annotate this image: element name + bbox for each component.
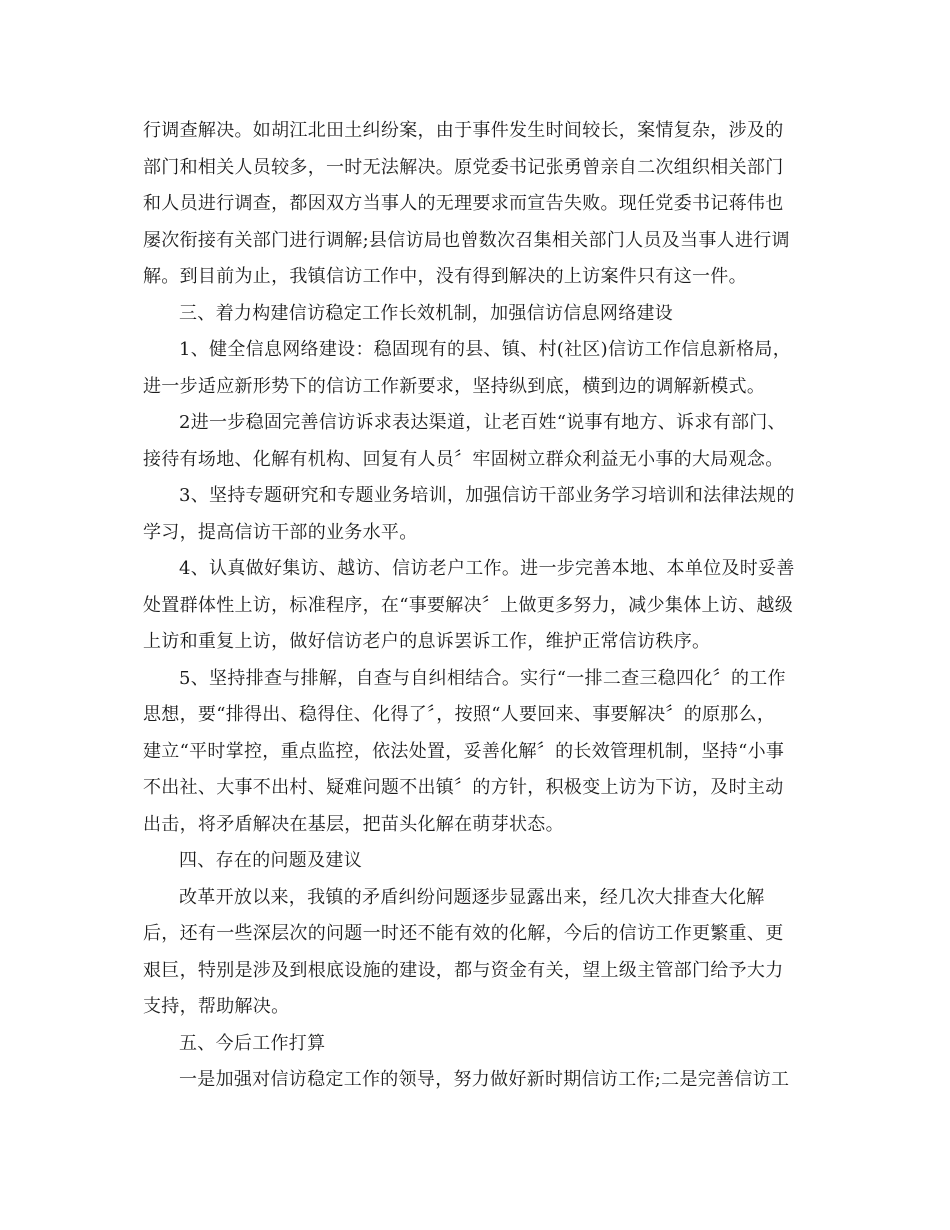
text-line: 学习，提高信访干部的业务水平。 [143, 521, 418, 543]
text-line: 支持，帮助解决。 [143, 996, 290, 1017]
section-heading-5: 五、今后工作打算 [179, 1032, 326, 1054]
text-line: 部门和相关人员较多，一时无法解决。原党委书记张勇曾亲自二次组织相关部门 [143, 156, 784, 178]
text-line: 解。到目前为止，我镇信访工作中，没有得到解决的上访案件只有这一件。 [143, 266, 747, 287]
text-line: 出击，将矛盾解决在基层，把苗头化解在萌芽状态。 [143, 813, 564, 835]
text-line: 屡次衔接有关部门进行调解;县信访局也曾数次召集相关部门人员及当事人进行调 [143, 229, 790, 251]
text-line: 不出社、大事不出村、疑难问题不出镇〞的方针，积极变上访为下访，及时主动 [143, 777, 784, 798]
text-line: 上访和重复上访，做好信访老户的息诉罢诉工作，维护正常信访秩序。 [143, 631, 711, 652]
text-line: 1、健全信息网络建设：稳固现有的县、镇、村(社区)信访工作信息新格局， [179, 339, 791, 360]
text-line: 和人员进行调查，都因双方当事人的无理要求而宣告失败。现任党委书记蒋伟也 [143, 193, 784, 214]
text-line: 思想，要“排得出、稳得住、化得了〞，按照“人要回来、事要解决〞的原那么， [143, 704, 776, 725]
text-line: 改革开放以来，我镇的矛盾纠纷问题逐步显露出来，经几次大排查大化解 [179, 886, 765, 908]
text-line: 一是加强对信访稳定工作的领导，努力做好新时期信访工作;二是完善信访工 [179, 1069, 790, 1090]
text-line: 建立“平时掌控，重点监控，依法处置，妥善化解〞的长效管理机制，坚持“小事 [143, 740, 785, 762]
section-heading-3: 三、着力构建信访稳定工作长效机制，加强信访信息网络建设 [179, 302, 674, 324]
text-line: 4、认真做好集访、越访、信访老户工作。进一步完善本地、本单位及时妥善 [179, 558, 795, 579]
text-line: 5、坚持排查与排解，自查与自纠相结合。实行“一排二查三稳四化〞的工作 [179, 667, 786, 689]
text-line: 3、坚持专题研究和专题业务培训，加强信访干部业务学习培训和法律法规的 [179, 485, 795, 506]
text-line: 艰巨，特别是涉及到根底设施的建设，都与资金有关，望上级主管部门给予大力 [143, 959, 784, 981]
document-body [143, 113, 813, 1099]
text-line: 2进一步稳固完善信访诉求表达渠道，让老百姓“说事有地方、诉求有部门、 [179, 412, 786, 433]
text-line: 后，还有一些深层次的问题一时还不能有效的化解，今后的信访工作更繁重、更 [143, 923, 784, 944]
text-line: 接待有场地、化解有机构、回复有人员〞牢固树立群众利益无小事的大局观念。 [143, 448, 784, 470]
text-line: 行调查解决。如胡江北田土纠纷案，由于事件发生时间较长，案情复杂，涉及的 [143, 120, 784, 141]
section-heading-4: 四、存在的问题及建议 [179, 850, 362, 871]
text-line: 进一步适应新形势下的信访工作新要求，坚持纵到底，横到边的调解新模式。 [143, 375, 766, 397]
text-line: 处置群体性上访，标准程序，在“事要解决〞上做更多努力，减少集体上访、越级 [143, 594, 793, 616]
